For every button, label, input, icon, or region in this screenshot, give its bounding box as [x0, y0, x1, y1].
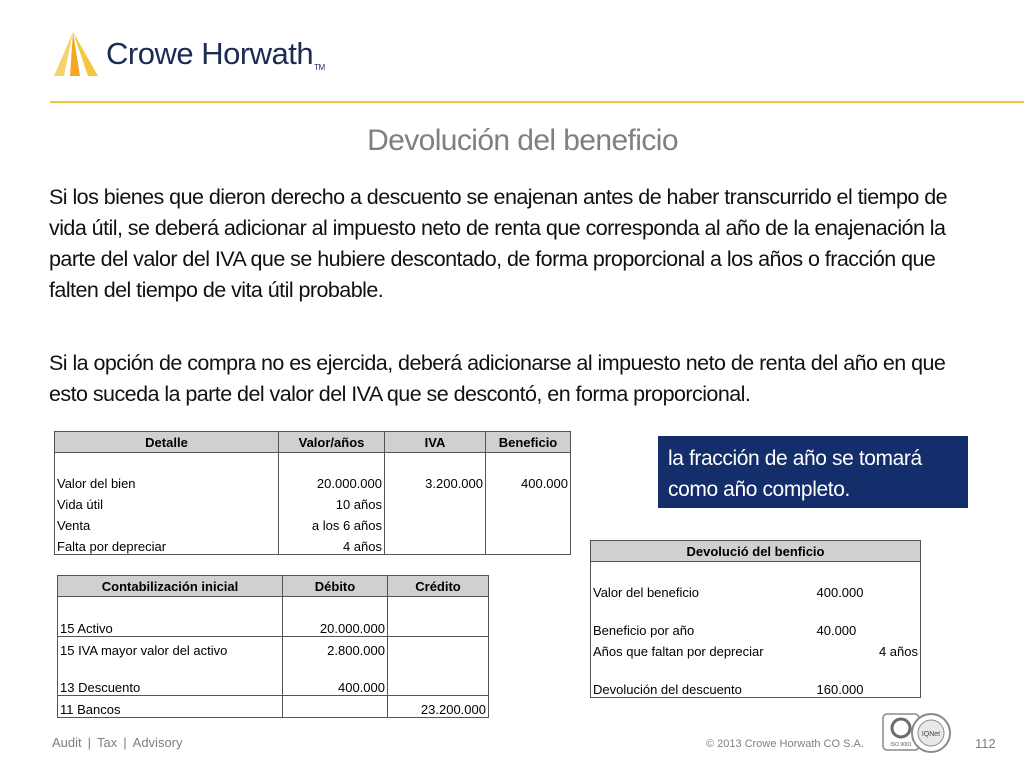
table-spacer-row	[591, 659, 921, 676]
callout-box: la fracción de año se tomará como año completo.	[658, 436, 968, 508]
table-cell: 23.200.000	[388, 696, 489, 718]
company-logo	[50, 30, 325, 78]
table-cell	[283, 696, 388, 718]
logo-wordmark: Crowe HorwathTM	[106, 36, 325, 72]
table-cell	[385, 491, 486, 512]
table-cell: 400.000	[486, 470, 571, 491]
table-cell: Devolución del descuento	[591, 676, 815, 698]
table-cell	[388, 637, 489, 659]
column-header: Valor/años	[279, 432, 385, 453]
cert-2-label: IQNet	[921, 731, 941, 738]
table-row	[55, 470, 571, 491]
table-cell: 11 Bancos	[58, 696, 283, 718]
table-cell	[486, 512, 571, 533]
table-cell: 20.000.000	[283, 597, 388, 637]
column-header: Detalle	[55, 432, 279, 453]
footer-advisory: Advisory	[132, 735, 183, 750]
table-row	[58, 658, 489, 696]
footer-copyright: © 2013 Crowe Horwath CO S.A.	[706, 738, 864, 750]
table-cell: Valor del beneficio	[591, 579, 815, 600]
table-cell: 2.800.000	[283, 637, 388, 659]
table-header-row	[58, 576, 489, 597]
table-cell: Valor del bien	[55, 470, 279, 491]
table-cell: 4 años	[279, 533, 385, 555]
table-row	[58, 637, 489, 659]
table-cell: Venta	[55, 512, 279, 533]
table-cell	[385, 533, 486, 555]
body-paragraph-2: Si la opción de compra no es ejercida, deberá adicionarse al impuesto neto de renta del año en que esto suceda la parte del valor del IVA que se descontó, en forma proporcional.	[49, 351, 946, 406]
footer-audit: Audit	[52, 735, 82, 750]
table-cell: 160.000	[815, 676, 921, 698]
table-cell: 40.000	[815, 617, 921, 638]
table-cell: Años que faltan por depreciar	[591, 638, 815, 659]
table-row	[58, 597, 489, 637]
table-spacer-row	[591, 600, 921, 617]
table-cell: 15 Activo	[58, 597, 283, 637]
footer-separator: |	[123, 735, 127, 750]
table-header-row	[55, 432, 571, 453]
footer-tax: Tax	[97, 735, 118, 750]
column-header: Devolució del benficio	[591, 541, 921, 562]
table-cell	[388, 597, 489, 637]
table-cell: 20.000.000	[279, 470, 385, 491]
table-cell: 4 años	[815, 638, 921, 659]
table-cell: Falta por depreciar	[55, 533, 279, 555]
footer-services	[52, 735, 183, 750]
cert-1-label: ISO 9001	[890, 742, 912, 748]
table-row	[55, 533, 571, 555]
iqnet-certification-icon	[910, 712, 952, 754]
table-row	[591, 617, 921, 638]
table-cell	[388, 658, 489, 696]
table-cell: 10 años	[279, 491, 385, 512]
table-spacer-row	[55, 453, 571, 471]
table-header-row	[591, 541, 921, 562]
column-header: Débito	[283, 576, 388, 597]
body-paragraph-1: Si los bienes que dieron derecho a descuento se enajenan antes de haber transcurrido el tiempo de vida útil, se deberá adicionar al impuesto neto de renta que corresponda al año de la enajenación la parte del valor del IVA que se hubiere descontado, de forma proporcional a los años o fracción que falten del tiempo de vita útil probable.	[49, 185, 948, 302]
table-row	[55, 512, 571, 533]
footer-separator: |	[87, 735, 92, 750]
table-cell: Vida útil	[55, 491, 279, 512]
column-header: IVA	[385, 432, 486, 453]
table-cell	[486, 533, 571, 555]
table-cell	[385, 512, 486, 533]
header-divider	[50, 101, 1024, 103]
table-row	[591, 579, 921, 600]
table-cell: 13 Descuento	[58, 658, 283, 696]
column-header: Crédito	[388, 576, 489, 597]
table-cell: a los 6 años	[279, 512, 385, 533]
table-spacer-row	[591, 562, 921, 580]
logo-tm: TM	[314, 63, 325, 72]
table-cell: 3.200.000	[385, 470, 486, 491]
crowe-flame-icon	[50, 30, 100, 78]
column-header: Beneficio	[486, 432, 571, 453]
page-number: 112	[975, 736, 996, 751]
refund-table	[590, 540, 921, 698]
detail-table	[54, 431, 571, 555]
table-row	[591, 638, 921, 659]
table-cell: 400.000	[283, 658, 388, 696]
table-cell	[486, 491, 571, 512]
slide-title: Devolución del beneficio	[367, 124, 678, 157]
table-row	[591, 676, 921, 698]
table-cell: 400.000	[815, 579, 921, 600]
table-cell: 15 IVA mayor valor del activo	[58, 637, 283, 659]
table-row	[55, 491, 571, 512]
table-row	[58, 696, 489, 718]
table-cell: Beneficio por año	[591, 617, 815, 638]
accounting-table	[57, 575, 489, 718]
column-header: Contabilización inicial	[58, 576, 283, 597]
